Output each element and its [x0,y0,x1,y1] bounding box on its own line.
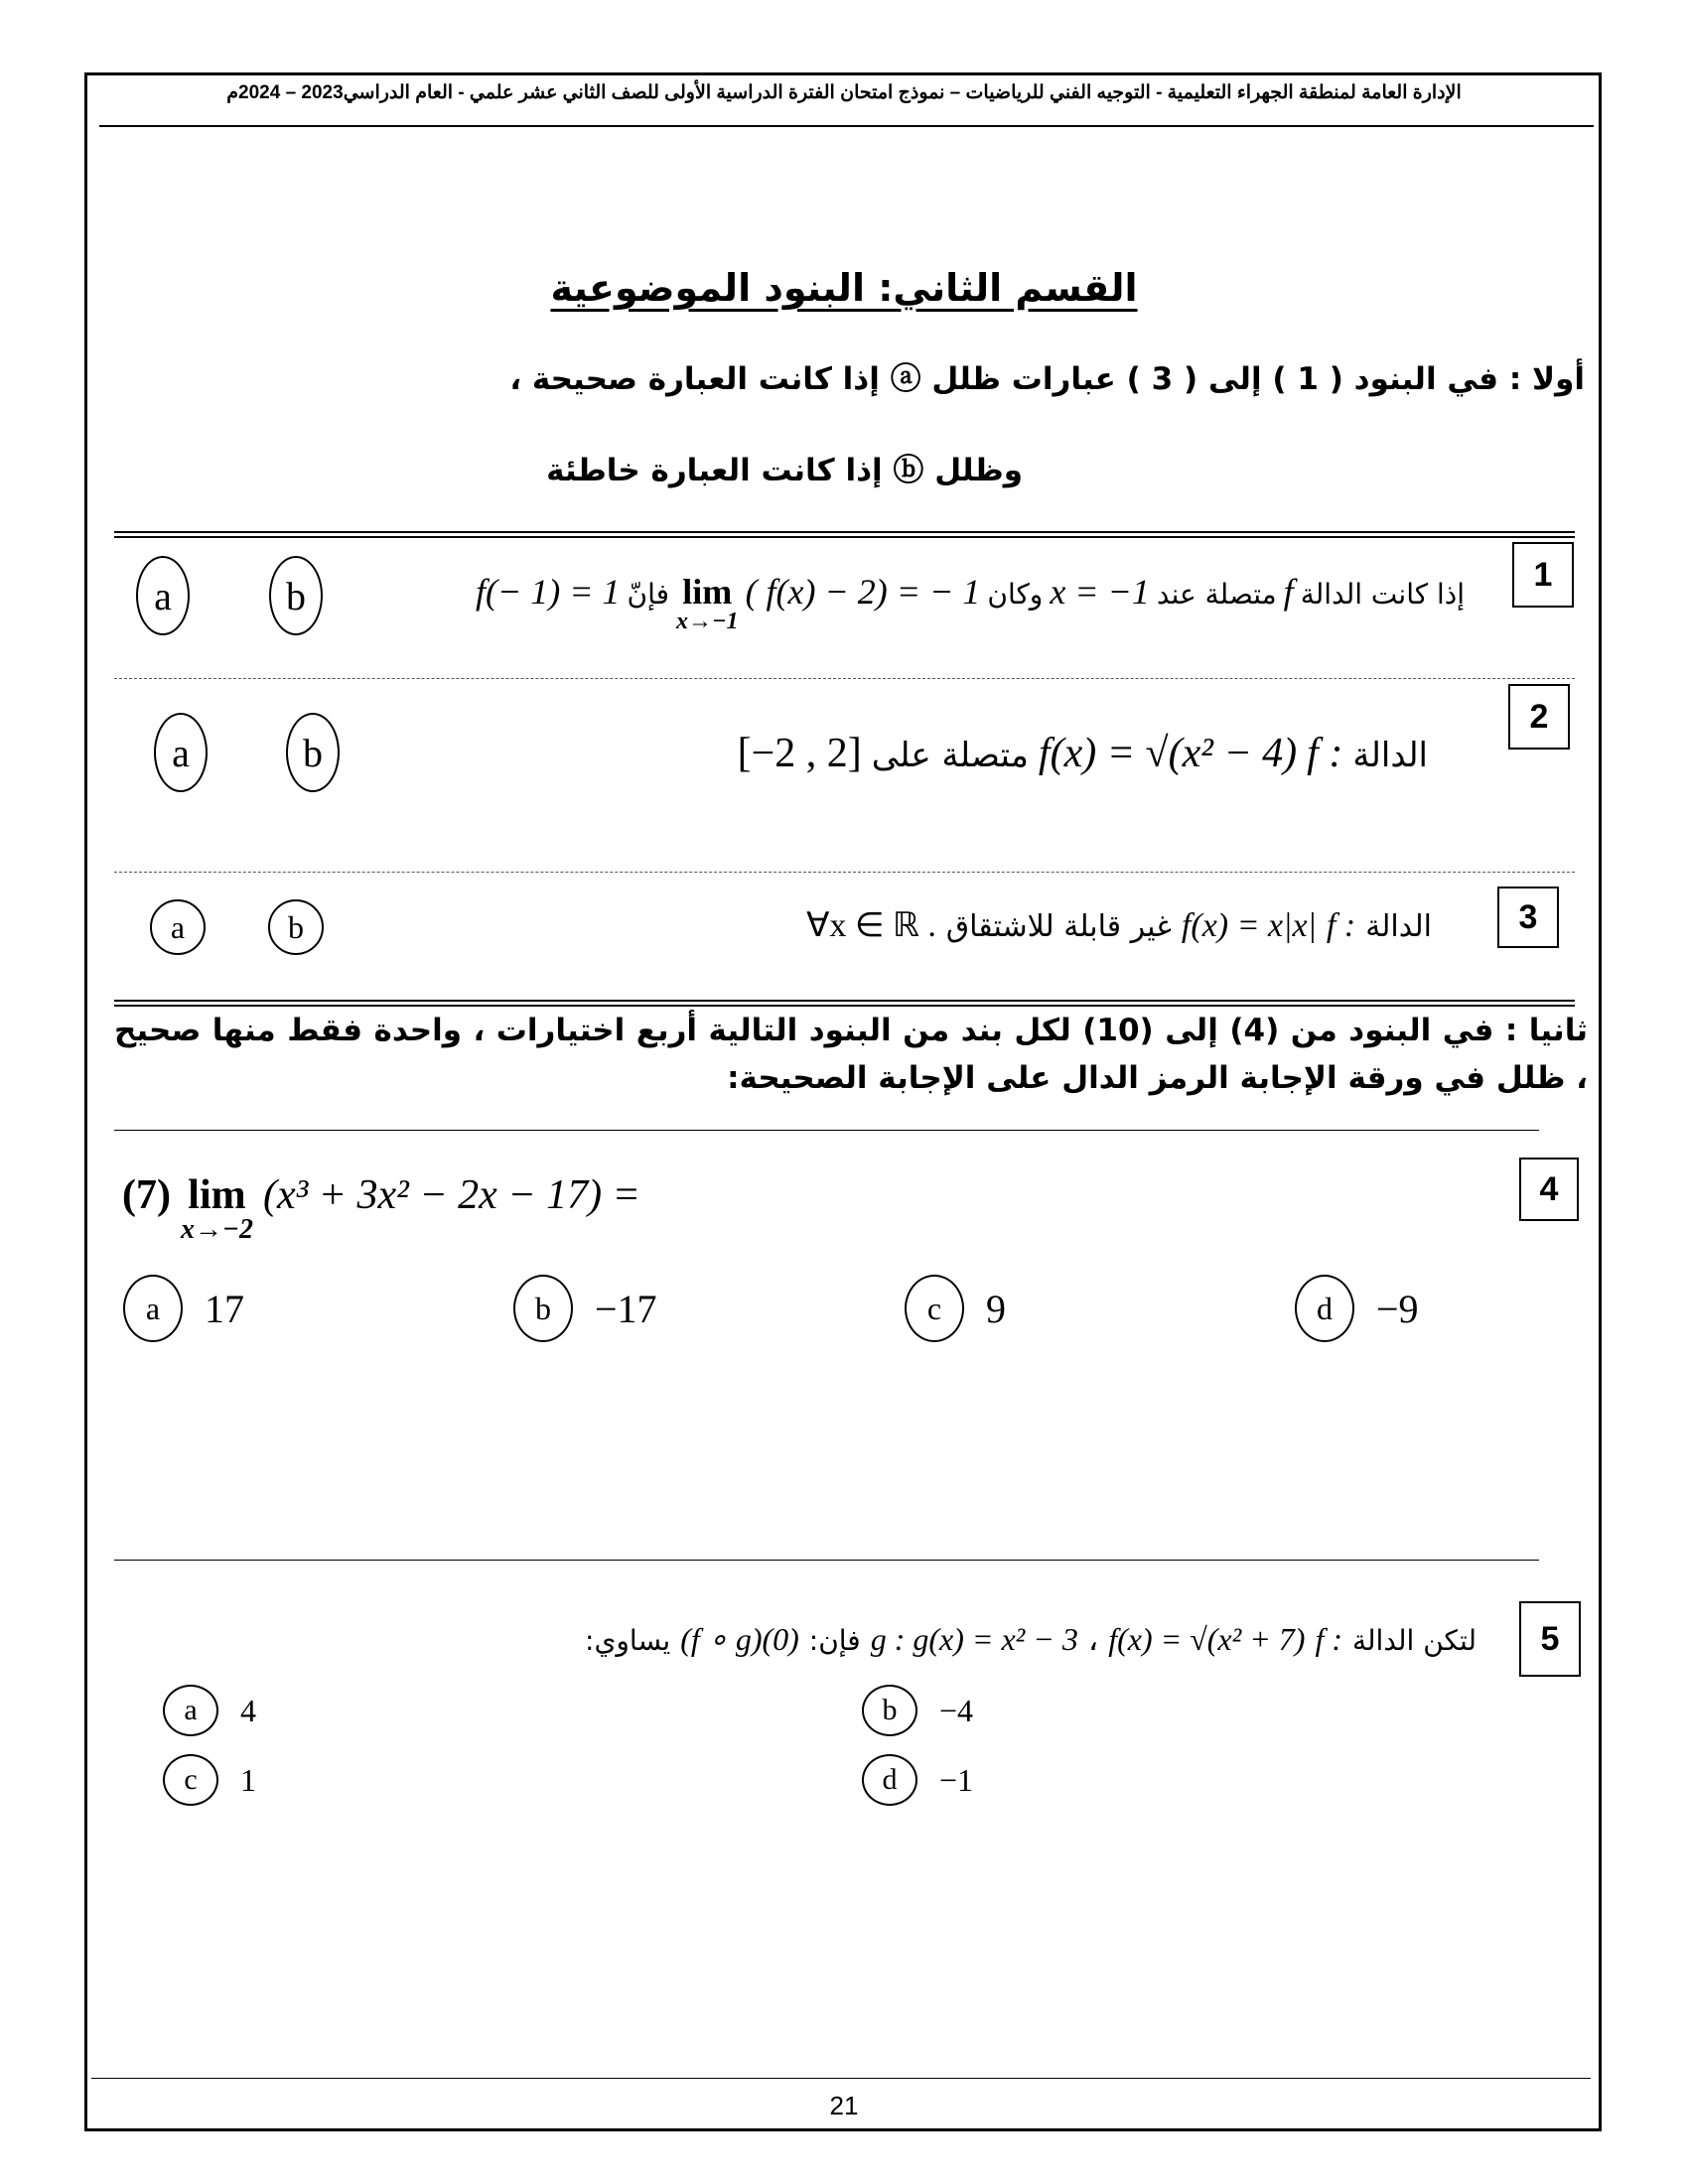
q-part: ، [1087,1621,1099,1657]
option-letter-circle[interactable]: b [513,1275,573,1342]
q-part: لتكن الدالة [1352,1624,1477,1657]
stmt-part: x = −1 [1050,572,1150,612]
stmt-part: [−2 , 2] [737,731,862,776]
option-value: 17 [205,1286,244,1331]
item-1-statement [343,571,1465,633]
question-label: (7) [122,1172,171,1218]
option-value: 4 [240,1692,256,1728]
section-title [0,266,1688,310]
item-divider [114,678,1575,679]
option-letter-circle[interactable]: c [163,1754,218,1806]
item-divider [114,872,1575,873]
option-letter-circle[interactable]: b [862,1685,917,1736]
option-value: −17 [595,1286,657,1331]
option-d[interactable] [862,1754,973,1806]
stmt-part: الدالة [1352,736,1428,775]
option-b[interactable] [862,1685,973,1736]
part1-instruction-line2: وظلل ⓑ إذا كانت العبارة خاطئة [546,453,1023,488]
stmt-part: فإنّ [627,578,670,611]
stmt-part: وكان [987,578,1044,611]
lim-text: lim [188,1172,246,1218]
option-c[interactable] [905,1275,1006,1342]
item-5-question [585,1620,1477,1658]
section-divider [114,1000,1575,1007]
stmt-part: متصلة عند [1156,578,1277,611]
page-number: 21 [829,2091,859,2120]
option-b-circle[interactable]: b [269,556,323,635]
option-value: −1 [939,1761,974,1798]
item-number-2: 2 [1508,684,1570,750]
item-divider [114,1130,1539,1131]
q-part: g : g(x) = x² − 3 [870,1621,1078,1657]
option-a-circle[interactable]: a [136,556,190,635]
option-value: −9 [1376,1286,1419,1331]
option-a-circle[interactable]: a [154,713,208,792]
option-value: −4 [939,1692,974,1728]
q-part: (f ∘ g)(0) [680,1621,799,1657]
option-d[interactable] [1295,1275,1419,1342]
limit-operator [676,574,739,633]
stmt-part: ∀x ∈ ℝ . [806,907,936,944]
option-a[interactable] [163,1685,256,1736]
option-b-circle[interactable]: b [268,899,324,955]
item-number-1: 1 [1512,542,1574,608]
section-divider [114,531,1575,538]
lim-subscript: x→−1 [676,609,739,634]
stmt-part: f : [1307,731,1343,776]
stmt-part: الدالة [1365,909,1432,944]
item-2-statement [738,730,1428,777]
stmt-part: f [1283,572,1294,612]
option-c[interactable] [163,1754,256,1806]
stmt-part: ( f(x) − 2) = − 1 [745,572,981,612]
option-b[interactable] [513,1275,657,1342]
option-value: 1 [240,1761,256,1798]
item-number-3: 3 [1497,887,1559,948]
stmt-part: f : [1326,907,1356,944]
q-part: f : [1315,1621,1342,1657]
option-letter-circle[interactable]: a [123,1275,183,1342]
option-letter-circle[interactable]: c [905,1275,964,1342]
section-title-text: القسم الثاني: البنود الموضوعية [550,266,1138,310]
stmt-part: f(− 1) = 1 [475,572,621,612]
stmt-part: إذا كانت الدالة [1300,578,1465,611]
q-part: f(x) = √(x² + 7) [1108,1621,1306,1657]
option-a-circle[interactable]: a [150,899,206,955]
stmt-part: f(x) = √(x² − 4) [1038,731,1298,776]
item-number-5: 5 [1519,1601,1581,1677]
lim-subscript: x→−2 [180,1214,253,1245]
footer-divider [91,2078,1591,2079]
item-3-statement [806,905,1432,945]
item-number-4: 4 [1519,1158,1579,1221]
part2-instruction: ثانيا : في البنود من (4) إلى (10) لكل بند من البنود التالية أربع اختيارات ، واحدة فقط منها صحيح ، ظلل في ورقة الإجابة الرمز الدال على الإجابة الصحيحة: [114,1013,1588,1096]
stmt-part: متصلة على [871,736,1029,775]
option-letter-circle[interactable]: d [862,1754,917,1806]
page-header: الإدارة العامة لمنطقة الجهراء التعليمية - التوجيه الفني للرياضيات – نموذج امتحان الفترة الدراسية الأولى للصف الثاني عشر علمي - العام الدراسي2023 – 2024م [226,82,1462,103]
option-letter-circle[interactable]: d [1295,1275,1354,1342]
stmt-part: f(x) = x|x| [1181,907,1317,944]
q-part: فإن: [808,1624,861,1657]
option-a[interactable] [123,1275,244,1342]
item-divider [114,1560,1539,1561]
question-expression: (x³ + 3x² − 2x − 17) = [262,1172,640,1218]
q-part: يساوي: [585,1624,671,1657]
stmt-part: غير قابلة للاشتقاق [945,909,1172,944]
lim-text: lim [682,572,733,612]
limit-operator [181,1174,253,1244]
option-b-circle[interactable]: b [286,713,340,792]
item-4-question [122,1171,640,1244]
option-value: 9 [986,1286,1006,1331]
header-divider [99,125,1594,127]
option-letter-circle[interactable]: a [163,1685,218,1736]
part1-instruction-line1: أولا : في البنود ( 1 ) إلى ( 3 ) عبارات ظلل ⓐ إذا كانت العبارة صحيحة ، [509,361,1585,397]
